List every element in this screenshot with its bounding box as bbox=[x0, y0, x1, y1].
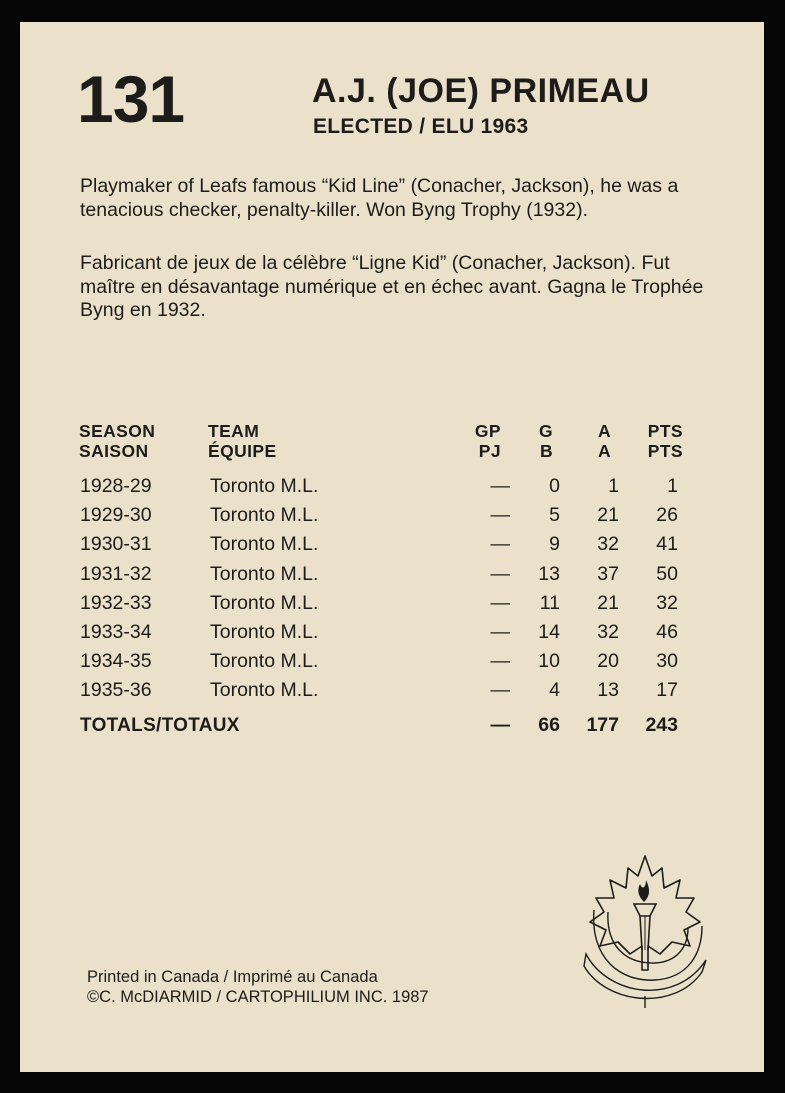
stat-a: 21 bbox=[597, 504, 619, 527]
stat-g: 5 bbox=[549, 504, 560, 527]
totals-label: TOTALS/TOTAUX bbox=[80, 715, 240, 736]
stat-season: 1930-31 bbox=[80, 533, 152, 556]
stat-a: 32 bbox=[597, 621, 619, 643]
header-pts-en: PTS bbox=[647, 421, 683, 441]
stat-gp: — bbox=[490, 504, 510, 527]
stat-gp: — bbox=[490, 562, 510, 585]
stat-g: 4 bbox=[549, 679, 560, 702]
totals-pts: 243 bbox=[645, 714, 678, 736]
stat-pts: 1 bbox=[667, 475, 678, 497]
stat-pts: 26 bbox=[656, 504, 678, 527]
stat-pts: 17 bbox=[656, 679, 678, 702]
player-name: A.J. (JOE) PRIMEAU bbox=[312, 72, 650, 110]
header-team-fr: ÉQUIPE bbox=[208, 441, 277, 461]
stat-team: Toronto M.L. bbox=[210, 533, 319, 556]
stat-season: 1932-33 bbox=[80, 591, 152, 614]
stat-pts: 50 bbox=[656, 562, 678, 585]
stat-g: 14 bbox=[538, 621, 560, 643]
stat-pts: 46 bbox=[656, 621, 678, 643]
header-a-en: A bbox=[597, 421, 611, 441]
stat-team: Toronto M.L. bbox=[210, 621, 319, 643]
header-a-fr: A bbox=[597, 441, 611, 461]
stat-g: 11 bbox=[539, 591, 560, 614]
stat-g: 13 bbox=[538, 562, 560, 585]
totals-a: 177 bbox=[586, 714, 619, 736]
header-season-fr: SAISON bbox=[79, 441, 149, 461]
stat-team: Toronto M.L. bbox=[210, 504, 319, 527]
stat-season: 1929-30 bbox=[80, 504, 152, 527]
stat-g: 0 bbox=[549, 475, 560, 497]
elected-year: ELECTED / ELU 1963 bbox=[313, 115, 529, 138]
header-gp-en: GP bbox=[474, 421, 501, 441]
header-pts-fr: PTS bbox=[647, 441, 683, 461]
stat-gp: — bbox=[490, 679, 510, 702]
header-season-en: SEASON bbox=[79, 421, 156, 441]
stat-gp: — bbox=[490, 621, 510, 643]
stat-a: 21 bbox=[597, 591, 619, 614]
card-number: 131 bbox=[77, 62, 185, 136]
stat-a: 13 bbox=[597, 679, 619, 702]
copyright-line: ©C. McDIARMID / CARTOPHILIUM INC. 1987 bbox=[87, 988, 429, 1006]
header-team-en: TEAM bbox=[208, 421, 260, 441]
bio-french: Fabricant de jeux de la célèbre “Ligne Kid” (Conacher, Jackson). Fut maître en désavantage numérique et en échec avant. Gagna le Trophée Byng en 1932. bbox=[80, 252, 704, 321]
stat-season: 1933-34 bbox=[80, 621, 152, 643]
printed-in-canada: Printed in Canada / Imprimé au Canada bbox=[87, 968, 378, 986]
stat-team: Toronto M.L. bbox=[210, 562, 319, 585]
stat-season: 1928-29 bbox=[80, 475, 152, 497]
header-g-fr: B bbox=[539, 441, 553, 461]
stat-team: Toronto M.L. bbox=[210, 650, 319, 673]
stat-g: 9 bbox=[549, 533, 560, 556]
header-gp-fr: PJ bbox=[478, 441, 501, 461]
stat-gp: — bbox=[490, 650, 510, 673]
stat-gp: — bbox=[490, 533, 510, 556]
stat-pts: 30 bbox=[656, 650, 678, 673]
stat-pts: 32 bbox=[656, 591, 678, 614]
stat-gp: — bbox=[490, 591, 510, 614]
stat-season: 1935-36 bbox=[80, 679, 152, 702]
hall-of-fame-crest-icon bbox=[580, 850, 710, 1010]
card-back bbox=[20, 22, 764, 1072]
stat-a: 37 bbox=[597, 562, 619, 585]
stat-season: 1934-35 bbox=[80, 650, 152, 673]
stat-team: Toronto M.L. bbox=[210, 475, 319, 497]
bio-english: Playmaker of Leafs famous “Kid Line” (Conacher, Jackson), he was a tenacious checker, penalty-killer. Won Byng Trophy (1932). bbox=[80, 175, 679, 221]
stat-a: 20 bbox=[597, 650, 619, 673]
stat-team: Toronto M.L. bbox=[210, 679, 319, 702]
stat-gp: — bbox=[490, 475, 510, 497]
totals-gp: — bbox=[490, 714, 510, 736]
stat-g: 10 bbox=[538, 650, 560, 673]
header-g-en: G bbox=[538, 421, 553, 441]
stat-season: 1931-32 bbox=[80, 562, 152, 585]
totals-g: 66 bbox=[538, 714, 560, 736]
stat-a: 1 bbox=[608, 475, 619, 497]
stat-team: Toronto M.L. bbox=[210, 591, 319, 614]
stat-a: 32 bbox=[597, 533, 619, 556]
stat-pts: 41 bbox=[656, 533, 678, 556]
